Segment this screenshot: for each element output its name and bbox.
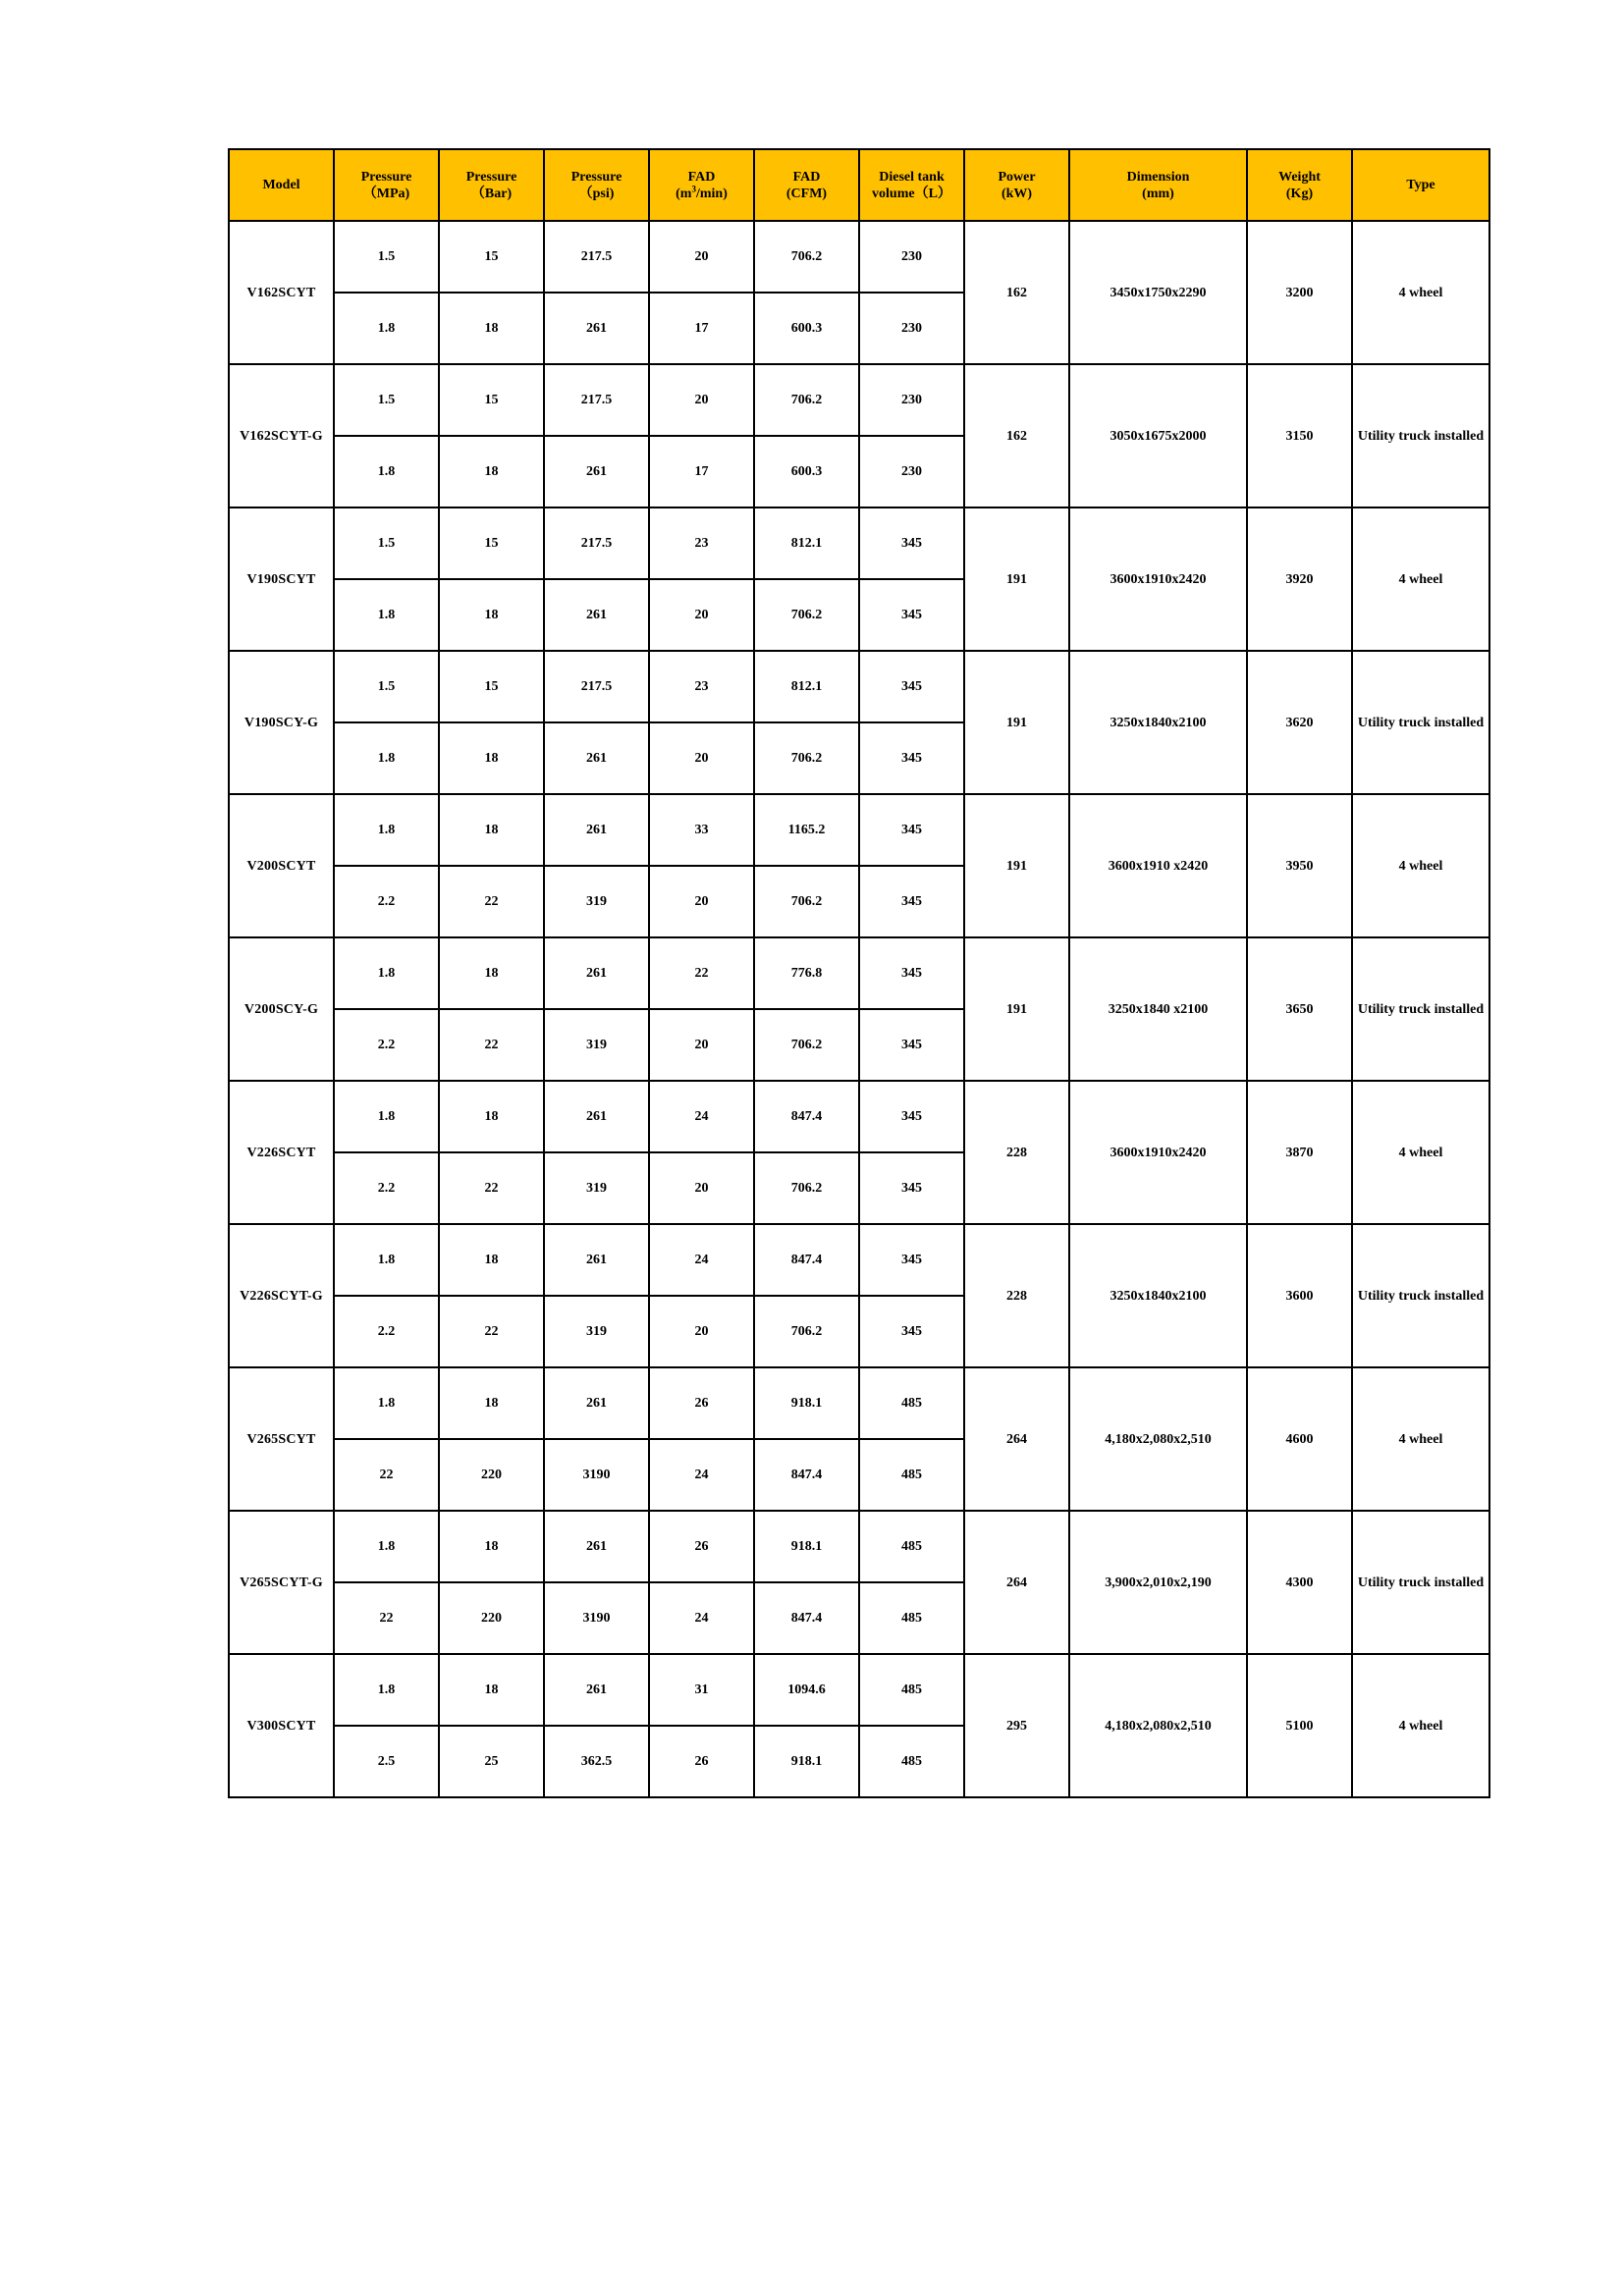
weight-cell: 3620: [1247, 651, 1352, 794]
type-cell: 4 wheel: [1352, 507, 1489, 651]
weight-cell: 3920: [1247, 507, 1352, 651]
pressure-mpa-cell: 1.8: [334, 1654, 439, 1726]
pressure-psi-cell: 3190: [544, 1439, 649, 1511]
type-cell: 4 wheel: [1352, 794, 1489, 937]
header-label: FAD: [792, 169, 821, 185]
type-cell: Utility truck installed: [1352, 364, 1489, 507]
diesel-tank-cell: 345: [859, 579, 964, 651]
fad-m3-cell: 20: [649, 579, 754, 651]
table-body: [229, 221, 1489, 1797]
type-cell: 4 wheel: [1352, 1081, 1489, 1224]
diesel-tank-cell: 345: [859, 866, 964, 937]
power-cell: 191: [964, 507, 1069, 651]
fad-cfm-cell: 918.1: [754, 1367, 859, 1439]
header-model-label: Model: [262, 178, 300, 192]
header-pressure-psi: [544, 149, 649, 221]
fad-cfm-cell: 600.3: [754, 436, 859, 507]
diesel-tank-cell: 345: [859, 794, 964, 866]
pressure-mpa-cell: 1.8: [334, 1224, 439, 1296]
fad-m3-cell: 20: [649, 1152, 754, 1224]
pressure-psi-cell: 319: [544, 866, 649, 937]
pressure-psi-cell: 362.5: [544, 1726, 649, 1797]
table-row: [229, 507, 1489, 579]
pressure-bar-cell: 22: [439, 1009, 544, 1081]
fad-m3-cell: 24: [649, 1582, 754, 1654]
model-cell: V265SCYT-G: [229, 1511, 334, 1654]
dimension-cell: 3450x1750x2290: [1069, 221, 1247, 364]
table-row: [229, 1511, 1489, 1582]
fad-cfm-cell: 706.2: [754, 1152, 859, 1224]
header-label: FAD: [687, 169, 716, 185]
pressure-psi-cell: 261: [544, 794, 649, 866]
dimension-cell: 3250x1840 x2100: [1069, 937, 1247, 1081]
fad-m3-cell: 20: [649, 866, 754, 937]
pressure-psi-cell: 319: [544, 1152, 649, 1224]
pressure-psi-cell: 261: [544, 436, 649, 507]
table-row: [229, 1367, 1489, 1439]
header-fad-m3: [649, 149, 754, 221]
pressure-mpa-cell: 1.8: [334, 722, 439, 794]
power-cell: 264: [964, 1367, 1069, 1511]
header-weight: [1247, 149, 1352, 221]
diesel-tank-cell: 485: [859, 1654, 964, 1726]
header-type-label: Type: [1406, 178, 1435, 192]
diesel-tank-cell: 230: [859, 364, 964, 436]
pressure-mpa-cell: 2.2: [334, 1152, 439, 1224]
compressor-spec-table: [228, 148, 1490, 1798]
diesel-tank-cell: 485: [859, 1367, 964, 1439]
dimension-cell: 3600x1910x2420: [1069, 507, 1247, 651]
fad-cfm-cell: 776.8: [754, 937, 859, 1009]
fad-m3-cell: 26: [649, 1367, 754, 1439]
table-row: [229, 364, 1489, 436]
weight-cell: 4600: [1247, 1367, 1352, 1511]
unit-part: /min): [695, 186, 728, 201]
header-label: Weight: [1278, 169, 1321, 185]
header-unit: （psi): [578, 186, 615, 201]
fad-cfm-cell: 706.2: [754, 866, 859, 937]
pressure-bar-cell: 22: [439, 866, 544, 937]
fad-cfm-cell: 600.3: [754, 293, 859, 364]
pressure-mpa-cell: 2.2: [334, 866, 439, 937]
pressure-psi-cell: 319: [544, 1296, 649, 1367]
fad-m3-cell: 23: [649, 507, 754, 579]
pressure-bar-cell: 18: [439, 937, 544, 1009]
model-cell: V190SCY-G: [229, 651, 334, 794]
fad-cfm-cell: 706.2: [754, 364, 859, 436]
pressure-bar-cell: 18: [439, 1367, 544, 1439]
diesel-tank-cell: 230: [859, 221, 964, 293]
header-unit: （Bar): [470, 186, 513, 201]
fad-m3-cell: 23: [649, 651, 754, 722]
weight-cell: 4300: [1247, 1511, 1352, 1654]
fad-m3-cell: 24: [649, 1439, 754, 1511]
model-cell: V200SCY-G: [229, 937, 334, 1081]
header-unit: （MPa): [362, 186, 410, 201]
pressure-mpa-cell: 1.5: [334, 221, 439, 293]
unit-superscript: 3: [691, 183, 696, 193]
fad-cfm-cell: 1165.2: [754, 794, 859, 866]
power-cell: 295: [964, 1654, 1069, 1797]
model-cell: V226SCYT: [229, 1081, 334, 1224]
dimension-cell: 3,900x2,010x2,190: [1069, 1511, 1247, 1654]
diesel-tank-cell: 345: [859, 1152, 964, 1224]
header-power: [964, 149, 1069, 221]
pressure-bar-cell: 18: [439, 722, 544, 794]
weight-cell: 3600: [1247, 1224, 1352, 1367]
header-label: Power: [998, 169, 1036, 185]
fad-m3-cell: 26: [649, 1726, 754, 1797]
model-cell: V190SCYT: [229, 507, 334, 651]
pressure-bar-cell: 18: [439, 794, 544, 866]
diesel-tank-cell: 485: [859, 1439, 964, 1511]
pressure-psi-cell: 217.5: [544, 221, 649, 293]
power-cell: 228: [964, 1224, 1069, 1367]
weight-cell: 3950: [1247, 794, 1352, 937]
header-label: Dimension: [1126, 169, 1190, 185]
pressure-bar-cell: 18: [439, 579, 544, 651]
fad-cfm-cell: 918.1: [754, 1511, 859, 1582]
table-header-row: [229, 149, 1489, 221]
dimension-cell: 3250x1840x2100: [1069, 1224, 1247, 1367]
pressure-bar-cell: 15: [439, 507, 544, 579]
pressure-mpa-cell: 1.5: [334, 507, 439, 579]
pressure-mpa-cell: 1.8: [334, 1367, 439, 1439]
type-cell: Utility truck installed: [1352, 651, 1489, 794]
type-cell: Utility truck installed: [1352, 937, 1489, 1081]
header-fad-cfm: [754, 149, 859, 221]
diesel-tank-cell: 345: [859, 651, 964, 722]
table-row: [229, 651, 1489, 722]
header-unit: (mm): [1142, 186, 1174, 201]
weight-cell: 3870: [1247, 1081, 1352, 1224]
diesel-tank-cell: 345: [859, 937, 964, 1009]
fad-m3-cell: 26: [649, 1511, 754, 1582]
pressure-mpa-cell: 1.5: [334, 651, 439, 722]
pressure-mpa-cell: 2.2: [334, 1296, 439, 1367]
diesel-tank-cell: 345: [859, 722, 964, 794]
pressure-psi-cell: 261: [544, 937, 649, 1009]
fad-m3-cell: 33: [649, 794, 754, 866]
pressure-psi-cell: 261: [544, 1081, 649, 1152]
pressure-psi-cell: 261: [544, 1224, 649, 1296]
dimension-cell: 3250x1840x2100: [1069, 651, 1247, 794]
type-cell: 4 wheel: [1352, 221, 1489, 364]
model-cell: V300SCYT: [229, 1654, 334, 1797]
table-row: [229, 1224, 1489, 1296]
power-cell: 191: [964, 937, 1069, 1081]
fad-cfm-cell: 847.4: [754, 1439, 859, 1511]
model-cell: V200SCYT: [229, 794, 334, 937]
type-cell: Utility truck installed: [1352, 1224, 1489, 1367]
diesel-tank-cell: 345: [859, 507, 964, 579]
header-unit: (CFM): [785, 186, 828, 201]
header-unit: [652, 183, 751, 202]
pressure-bar-cell: 220: [439, 1582, 544, 1654]
pressure-bar-cell: 18: [439, 1081, 544, 1152]
pressure-mpa-cell: 2.5: [334, 1726, 439, 1797]
table-row: [229, 1654, 1489, 1726]
pressure-mpa-cell: 1.8: [334, 1511, 439, 1582]
pressure-bar-cell: 15: [439, 221, 544, 293]
fad-m3-cell: 17: [649, 293, 754, 364]
header-label: Pressure: [570, 169, 623, 185]
pressure-psi-cell: 217.5: [544, 364, 649, 436]
fad-cfm-cell: 706.2: [754, 221, 859, 293]
fad-m3-cell: 31: [649, 1654, 754, 1726]
fad-m3-cell: 20: [649, 364, 754, 436]
fad-cfm-cell: 847.4: [754, 1582, 859, 1654]
pressure-bar-cell: 15: [439, 364, 544, 436]
pressure-psi-cell: 261: [544, 1511, 649, 1582]
pressure-psi-cell: 217.5: [544, 651, 649, 722]
diesel-tank-cell: 345: [859, 1296, 964, 1367]
pressure-mpa-cell: 2.2: [334, 1009, 439, 1081]
diesel-tank-cell: 485: [859, 1582, 964, 1654]
weight-cell: 3200: [1247, 221, 1352, 364]
table-row: [229, 937, 1489, 1009]
weight-cell: 3650: [1247, 937, 1352, 1081]
model-cell: V162SCYT-G: [229, 364, 334, 507]
fad-cfm-cell: 847.4: [754, 1224, 859, 1296]
table-row: [229, 1081, 1489, 1152]
fad-m3-cell: 24: [649, 1081, 754, 1152]
type-cell: 4 wheel: [1352, 1367, 1489, 1511]
header-label: Pressure: [465, 169, 517, 185]
fad-cfm-cell: 706.2: [754, 722, 859, 794]
dimension-cell: 4,180x2,080x2,510: [1069, 1654, 1247, 1797]
power-cell: 228: [964, 1081, 1069, 1224]
fad-m3-cell: 22: [649, 937, 754, 1009]
fad-cfm-cell: 918.1: [754, 1726, 859, 1797]
type-cell: Utility truck installed: [1352, 1511, 1489, 1654]
diesel-tank-cell: 485: [859, 1511, 964, 1582]
pressure-bar-cell: 22: [439, 1296, 544, 1367]
weight-cell: 5100: [1247, 1654, 1352, 1797]
pressure-psi-cell: 319: [544, 1009, 649, 1081]
dimension-cell: 3600x1910x2420: [1069, 1081, 1247, 1224]
dimension-cell: 3600x1910 x2420: [1069, 794, 1247, 937]
pressure-mpa-cell: 1.8: [334, 1081, 439, 1152]
header-unit: (kW): [1001, 186, 1033, 201]
pressure-mpa-cell: 1.8: [334, 579, 439, 651]
fad-m3-cell: 20: [649, 722, 754, 794]
header-diesel-tank: [859, 149, 964, 221]
fad-m3-cell: 17: [649, 436, 754, 507]
model-cell: V226SCYT-G: [229, 1224, 334, 1367]
power-cell: 162: [964, 364, 1069, 507]
header-unit: (Kg): [1285, 186, 1314, 201]
diesel-tank-cell: 345: [859, 1081, 964, 1152]
diesel-tank-cell: 230: [859, 436, 964, 507]
pressure-psi-cell: 261: [544, 722, 649, 794]
header-pressure-mpa: [334, 149, 439, 221]
power-cell: 191: [964, 794, 1069, 937]
table-row: [229, 794, 1489, 866]
fad-cfm-cell: 706.2: [754, 579, 859, 651]
fad-cfm-cell: 812.1: [754, 507, 859, 579]
pressure-mpa-cell: 1.8: [334, 794, 439, 866]
pressure-psi-cell: 217.5: [544, 507, 649, 579]
diesel-tank-cell: 345: [859, 1009, 964, 1081]
pressure-mpa-cell: 1.5: [334, 364, 439, 436]
fad-m3-cell: 20: [649, 221, 754, 293]
pressure-mpa-cell: 1.8: [334, 293, 439, 364]
fad-m3-cell: 20: [649, 1296, 754, 1367]
dimension-cell: 3050x1675x2000: [1069, 364, 1247, 507]
diesel-tank-cell: 485: [859, 1726, 964, 1797]
unit-part: (m: [676, 186, 692, 201]
fad-cfm-cell: 1094.6: [754, 1654, 859, 1726]
pressure-mpa-cell: 1.8: [334, 436, 439, 507]
pressure-bar-cell: 18: [439, 436, 544, 507]
power-cell: 162: [964, 221, 1069, 364]
table-row: [229, 221, 1489, 293]
header-dimension: [1069, 149, 1247, 221]
header-label: Diesel tank: [879, 169, 945, 185]
pressure-bar-cell: 18: [439, 1511, 544, 1582]
fad-cfm-cell: 812.1: [754, 651, 859, 722]
type-cell: 4 wheel: [1352, 1654, 1489, 1797]
diesel-tank-cell: 230: [859, 293, 964, 364]
pressure-bar-cell: 18: [439, 1224, 544, 1296]
pressure-bar-cell: 18: [439, 293, 544, 364]
header-model: [229, 149, 334, 221]
dimension-cell: 4,180x2,080x2,510: [1069, 1367, 1247, 1511]
header-pressure-bar: [439, 149, 544, 221]
pressure-bar-cell: 220: [439, 1439, 544, 1511]
header-label: Pressure: [360, 169, 412, 185]
pressure-mpa-cell: 22: [334, 1582, 439, 1654]
model-cell: V162SCYT: [229, 221, 334, 364]
pressure-psi-cell: 261: [544, 579, 649, 651]
pressure-psi-cell: 261: [544, 1367, 649, 1439]
header-type: [1352, 149, 1489, 221]
power-cell: 264: [964, 1511, 1069, 1654]
fad-m3-cell: 24: [649, 1224, 754, 1296]
diesel-tank-cell: 345: [859, 1224, 964, 1296]
fad-cfm-cell: 706.2: [754, 1009, 859, 1081]
power-cell: 191: [964, 651, 1069, 794]
fad-cfm-cell: 847.4: [754, 1081, 859, 1152]
model-cell: V265SCYT: [229, 1367, 334, 1511]
pressure-bar-cell: 18: [439, 1654, 544, 1726]
header-unit: volume（L）: [872, 186, 951, 201]
pressure-bar-cell: 22: [439, 1152, 544, 1224]
pressure-bar-cell: 15: [439, 651, 544, 722]
pressure-mpa-cell: 1.8: [334, 937, 439, 1009]
pressure-psi-cell: 3190: [544, 1582, 649, 1654]
pressure-psi-cell: 261: [544, 1654, 649, 1726]
pressure-mpa-cell: 22: [334, 1439, 439, 1511]
pressure-bar-cell: 25: [439, 1726, 544, 1797]
fad-m3-cell: 20: [649, 1009, 754, 1081]
weight-cell: 3150: [1247, 364, 1352, 507]
pressure-psi-cell: 261: [544, 293, 649, 364]
fad-cfm-cell: 706.2: [754, 1296, 859, 1367]
